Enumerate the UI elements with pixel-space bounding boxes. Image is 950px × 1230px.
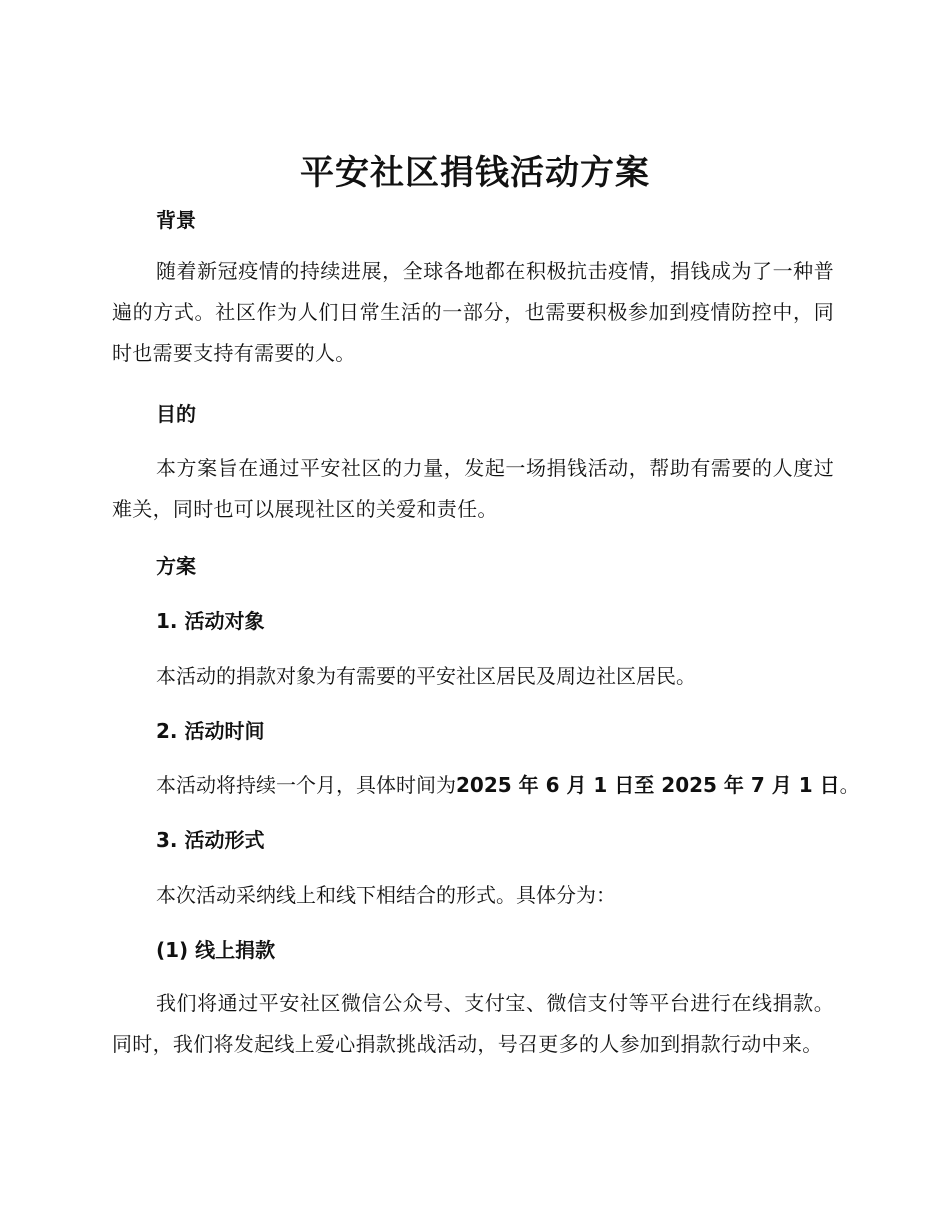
paragraph-background: 随着新冠疫情的持续进展，全球各地都在积极抗击疫情，捐钱成为了一种普遍的方式。社区作为人们日常生活的一部分，也需要积极参加到疫情防控中，同时也需要支持有需要的人。 <box>112 259 834 365</box>
document-title: 平安社区捐钱活动方案 <box>300 153 650 193</box>
time-text-dates: 2025 年 6 月 1 日至 2025 年 7 月 1 日 <box>456 773 840 797</box>
section-heading-purpose: 目的 <box>156 402 196 426</box>
paragraph-online: 我们将通过平安社区微信公众号、支付宝、微信支付等平台进行在线捐款。同时，我们将发起线上爱心捐款挑战活动，号召更多的人参加到捐款行动中来。 <box>112 991 834 1056</box>
time-text-prefix: 本活动将持续一个月，具体时间为 <box>156 773 456 797</box>
paragraph-form: 本次活动采纳线上和线下相结合的形式。具体分为： <box>156 883 616 907</box>
paragraph-time <box>156 770 860 800</box>
subheading-target: 1. 活动对象 <box>156 609 265 633</box>
time-text-suffix: 。 <box>839 773 860 797</box>
section-heading-plan: 方案 <box>156 554 196 578</box>
subheading-form: 3. 活动形式 <box>156 828 265 852</box>
subheading-online: (1) 线上捐款 <box>156 938 276 962</box>
section-heading-background: 背景 <box>156 208 196 232</box>
subheading-time: 2. 活动时间 <box>156 719 265 743</box>
paragraph-target: 本活动的捐款对象为有需要的平安社区居民及周边社区居民。 <box>156 664 696 688</box>
paragraph-purpose: 本方案旨在通过平安社区的力量，发起一场捐钱活动，帮助有需要的人度过难关，同时也可以展现社区的关爱和责任。 <box>112 456 834 521</box>
